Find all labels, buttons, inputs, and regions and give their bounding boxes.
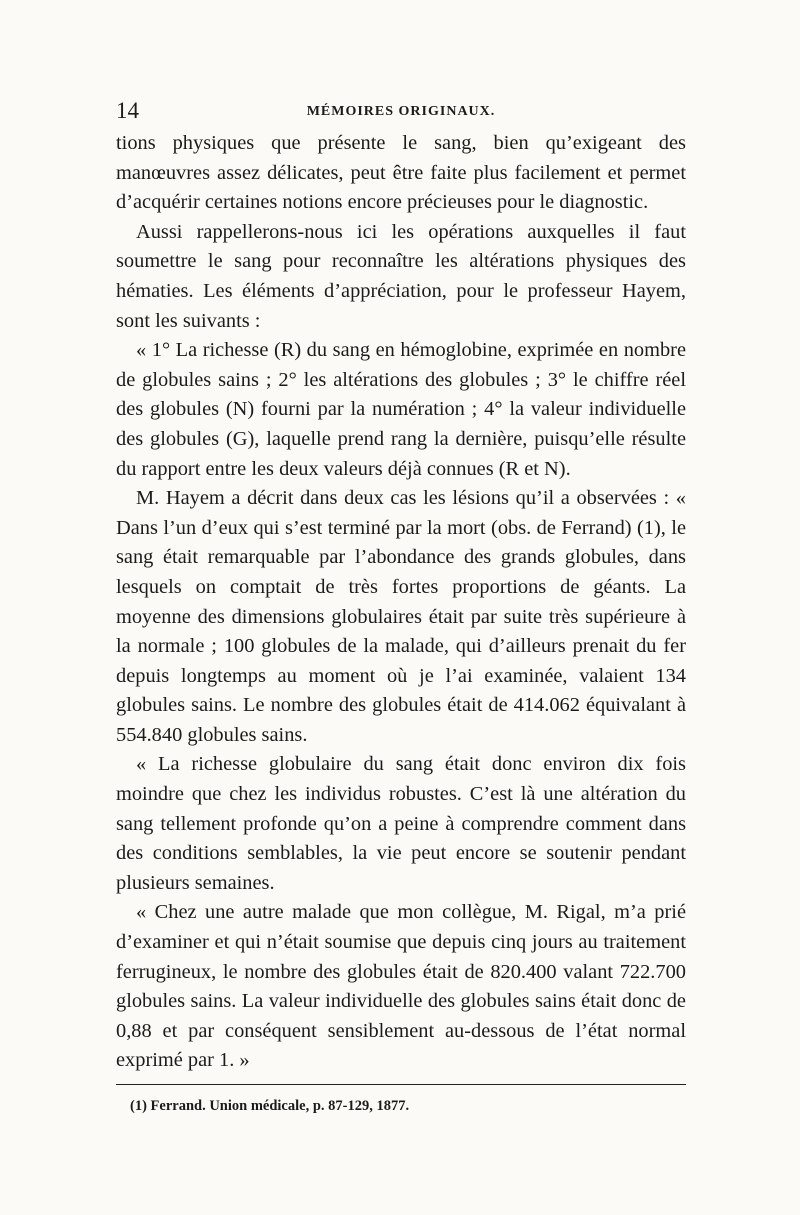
- running-head: MÉMOIRES ORIGINAUX.: [306, 104, 496, 119]
- paragraph-2: Aussi rappellerons-nous ici les opérations auxquelles il faut soumettre le sang pour reconnaître les altérations physiques des hématies. Les éléments d’appréciation, pour le professeur Hayem, sont les suivants :: [116, 220, 686, 332]
- body-text: [116, 129, 686, 1076]
- page-header: [116, 98, 686, 124]
- footnote-divider: [116, 1084, 686, 1085]
- paragraph-5: « La richesse globulaire du sang était donc environ dix fois moindre que chez les individus robustes. C’est là une altération du sang tellement profonde qu’on a peine à comprendre comment dans des conditions semblables, la vie peut encore se soutenir pendant plusieurs semaines.: [116, 753, 686, 894]
- paragraph-3: « 1° La richesse (R) du sang en hémoglobine, exprimée en nombre de globules sains ; 2° les altérations des globules ; 3° le chiffre réel des globules (N) fourni par la numération ; 4° la valeur individuelle des globules (G), laquelle prend rang la dernière, puisqu’elle résulte du rapport entre les deux valeurs déjà connues (R et N).: [116, 339, 686, 480]
- paragraph-1: tions physiques que présente le sang, bien qu’exigeant des manœuvres assez délicates, peut être faite plus facilement et permet d’acquérir certaines notions encore précieuses pour le diagnostic.: [116, 132, 686, 214]
- footnote: (1) Ferrand. Union médicale, p. 87-129, 1877.: [130, 1098, 410, 1114]
- paragraph-4: M. Hayem a décrit dans deux cas les lésions qu’il a observées : « Dans l’un d’eux qui s’est terminé par la mort (obs. de Ferrand) (1), le sang était remarquable par l’abondance des grands globules, dans lesquels on comptait de très fortes proportions de géants. La moyenne des dimensions globulaires était par suite très supérieure à la normale ; 100 globules de la malade, qui d’ailleurs prenait du fer depuis longtemps au moment où je l’ai examinée, valaient 134 globules sains. Le nombre des globules était de 414.062 équivalant à 554.840 globules sains.: [116, 487, 686, 746]
- paragraph-6: « Chez une autre malade que mon collègue, M. Rigal, m’a prié d’examiner et qui n’était soumise que depuis cinq jours au traitement ferrugineux, le nombre des globules était de 820.400 valant 722.700 globules sains. La valeur individuelle des globules sains était donc de 0,88 et par conséquent sensiblement au-dessous de l’état normal exprimé par 1. »: [116, 901, 686, 1072]
- page-number: 14: [116, 98, 139, 123]
